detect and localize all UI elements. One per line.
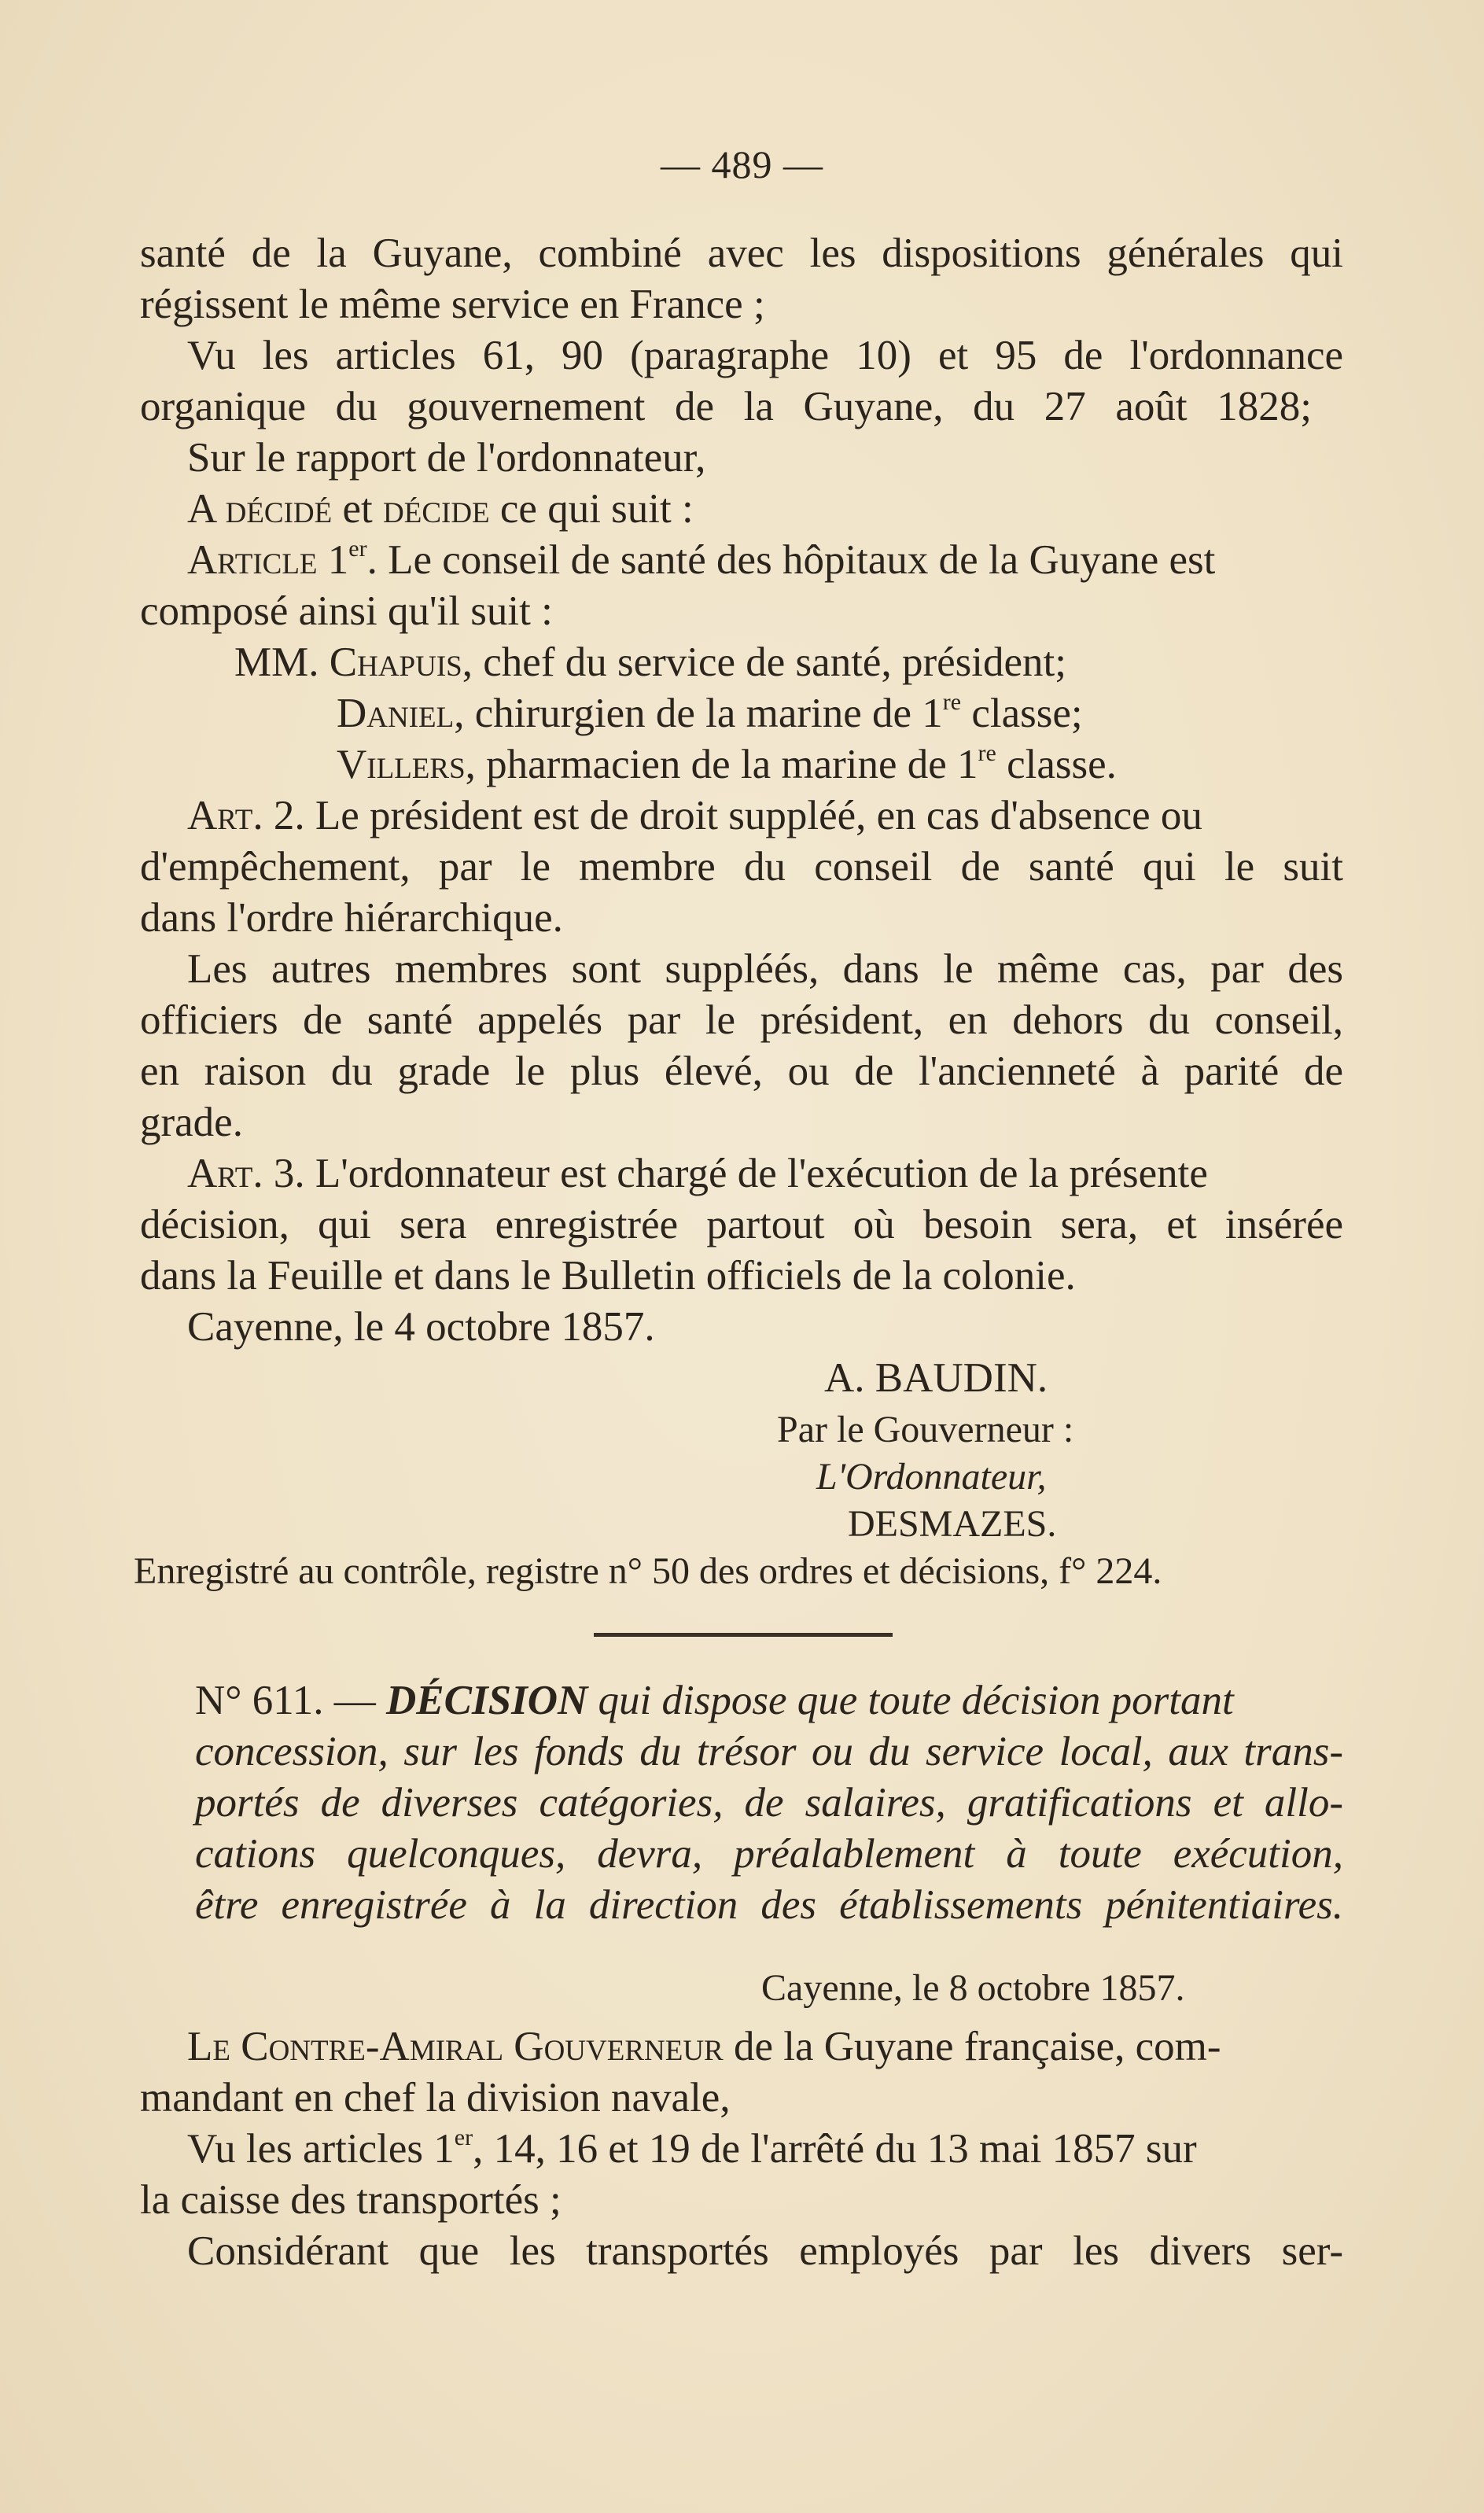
text-span: ce qui suit : bbox=[489, 486, 694, 532]
signature-name: DESMAZES. bbox=[848, 1503, 1057, 1545]
text-line: dans la Feuille et dans le Bulletin officiels de la colonie. bbox=[140, 1253, 1076, 1299]
date-line: Cayenne, le 4 octobre 1857. bbox=[187, 1304, 655, 1350]
text-span: . 3. L'ordonnateur est chargé de l'exécution de la présente bbox=[252, 1151, 1208, 1196]
text-span: classe; bbox=[961, 691, 1083, 736]
text-span: MM. bbox=[234, 639, 330, 685]
decide-label: décide bbox=[383, 486, 490, 532]
member-line bbox=[337, 739, 1117, 790]
article-label: Article 1 bbox=[187, 537, 349, 583]
text-line: Sur le rapport de l'ordonnateur, bbox=[187, 435, 706, 481]
text-line: Vu les articles 61, 90 (paragraphe 10) et 95 de l'ordonnance bbox=[187, 333, 1343, 378]
text-span: de la Guyane française, com- bbox=[723, 2024, 1221, 2069]
superscript: re bbox=[978, 740, 996, 766]
member-line bbox=[234, 637, 1066, 688]
member-name: Villers bbox=[337, 742, 466, 787]
decision-heading bbox=[195, 1675, 1234, 1726]
text-span: Vu les articles 1 bbox=[187, 2126, 455, 2172]
text-line: d'empêchement, par le membre du conseil de santé qui le suit bbox=[140, 844, 1343, 890]
article-heading bbox=[187, 1148, 1208, 1199]
text-line: mandant en chef la division navale, bbox=[140, 2075, 731, 2121]
decision-number: N° 611. — bbox=[195, 1678, 387, 1723]
article-heading bbox=[187, 535, 1343, 586]
member-name: Daniel bbox=[337, 691, 455, 736]
signature-name: A. BAUDIN. bbox=[824, 1355, 1048, 1401]
superscript: re bbox=[942, 689, 962, 715]
text-line: santé de la Guyane, combiné avec les dispositions générales qui bbox=[140, 230, 1343, 276]
text-span: , chef du service de santé, président; bbox=[462, 639, 1066, 685]
superscript: er bbox=[454, 2124, 473, 2150]
decision-summary: concession, sur les fonds du trésor ou du service local, aux trans- bbox=[195, 1729, 1343, 1774]
superscript: er bbox=[348, 536, 367, 562]
text-line: dans l'ordre hiérarchique. bbox=[140, 895, 563, 941]
text-span: classe. bbox=[996, 742, 1117, 787]
decide-label: A décidé bbox=[187, 486, 333, 532]
signature-role: Par le Gouverneur : bbox=[777, 1409, 1074, 1450]
text-line: Considérant que les transportés employés par les divers ser- bbox=[187, 2228, 1343, 2274]
decision-title: DÉCISION bbox=[386, 1678, 588, 1723]
governor-title: Le Contre-Amiral Gouverneur bbox=[187, 2024, 724, 2069]
section-divider bbox=[594, 1633, 893, 1637]
text-line: grade. bbox=[140, 1100, 243, 1145]
text-line: officiers de santé appelés par le président, en dehors du conseil, bbox=[140, 997, 1343, 1043]
text-line: Les autres membres sont suppléés, dans le même cas, par des bbox=[187, 946, 1343, 992]
decision-summary: cations quelconques, devra, préalablement à toute exécution, bbox=[195, 1831, 1343, 1877]
text-span: et bbox=[332, 486, 383, 532]
text-line: en raison du grade le plus élevé, ou de l'ancienneté à parité de bbox=[140, 1048, 1343, 1094]
text-span: , pharmacien de la marine de 1 bbox=[465, 742, 978, 787]
text-line bbox=[187, 2124, 1343, 2175]
article-label: Art bbox=[187, 793, 253, 838]
text-line bbox=[187, 484, 694, 535]
text-line: la caisse des transportés ; bbox=[140, 2177, 562, 2223]
member-name: Chapuis bbox=[329, 639, 462, 685]
page-number: — 489 — bbox=[661, 142, 823, 186]
decision-summary: portés de diverses catégories, de salaires, gratifications et allo- bbox=[195, 1780, 1343, 1826]
text-line bbox=[187, 2021, 1343, 2073]
text-span: . Le conseil de santé des hôpitaux de la Guyane est bbox=[366, 537, 1216, 583]
text-span: . 2. Le président est de droit suppléé, en cas d'absence ou bbox=[252, 793, 1202, 838]
member-line bbox=[337, 688, 1083, 739]
text-span: , 14, 16 et 19 de l'arrêté du 13 mai 1857 sur bbox=[473, 2126, 1197, 2172]
text-span: , chirurgien de la marine de 1 bbox=[454, 691, 943, 736]
decision-summary: qui dispose que toute décision portant bbox=[587, 1678, 1234, 1723]
text-line: régissent le même service en France ; bbox=[140, 282, 765, 327]
date-line: Cayenne, le 8 octobre 1857. bbox=[761, 1967, 1185, 2009]
article-heading bbox=[187, 790, 1202, 842]
registration-note: Enregistré au contrôle, registre n° 50 des ordres et décisions, f° 224. bbox=[134, 1550, 1162, 1592]
signature-title: L'Ordonnateur, bbox=[816, 1456, 1047, 1498]
text-line: composé ainsi qu'il suit : bbox=[140, 588, 553, 634]
text-line: organique du gouvernement de la Guyane, du 27 août 1828; bbox=[140, 384, 1312, 429]
decision-summary: être enregistrée à la direction des établissements pénitentiaires. bbox=[195, 1882, 1343, 1928]
article-label: Art bbox=[187, 1151, 253, 1196]
text-line: décision, qui sera enregistrée partout où besoin sera, et insérée bbox=[140, 1202, 1343, 1247]
